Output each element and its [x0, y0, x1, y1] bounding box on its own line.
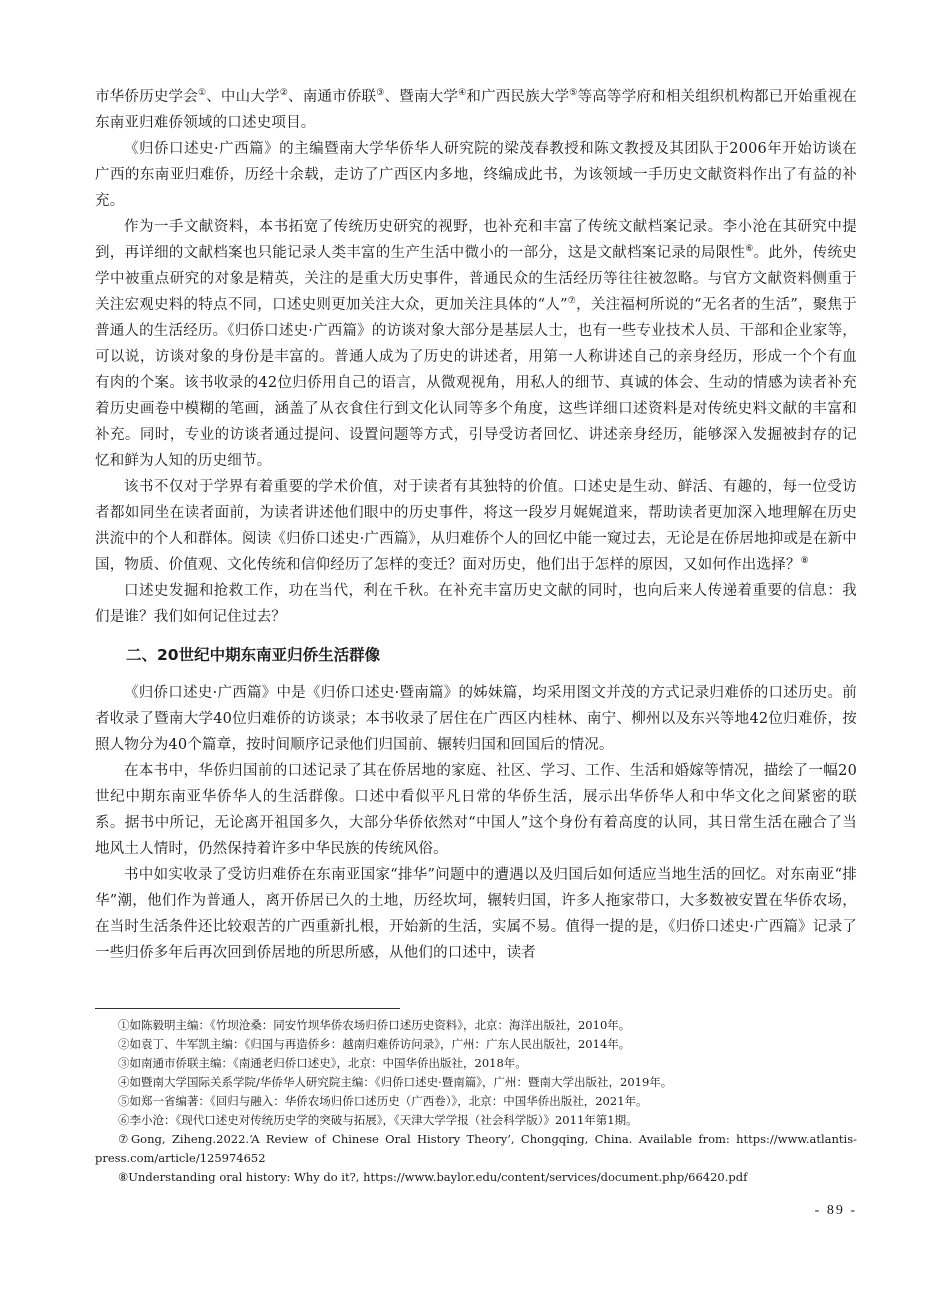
footnote-6: ⑥李小沧：《现代口述史对传统历史学的突破与拓展》，《天津大学学报（社会科学版）》2011年第1期。 — [118, 1113, 638, 1127]
paragraph-1: 市华侨历史学会①、中山大学②、南通市侨联③、暨南大学④和广西民族大学⑤等高等学府和相关组织机构都已开始重视在东南亚归难侨领域的口述史项目。 — [95, 88, 857, 131]
main-text — [95, 84, 857, 966]
paragraph-3: 作为一手文献资料，本书拓宽了传统历史研究的视野，也补充和丰富了传统文献档案记录。李小沧在其研究中提到，再详细的文献档案也只能记录人类丰富的生产生活中微小的一部分，这是文献档案记录的局限性⑥。此外，传统史学中被重点研究的对象是精英，关注的是重大历史事件，普通民众的生活经历等往往被忽略。与官方文献资料侧重于关注宏观史料的特点不同，口述史则更加关注大众，更加关注具体的“人”⑦，关注福柯所说的“无名者的生活”，聚焦于普通人的生活经历。《归侨口述史·广西篇》的访谈对象大部分是基层人士，也有一些专业技术人员、干部和企业家等，可以说，访谈对象的身份是丰富的。普通人成为了历史的讲述者，用第一人称讲述自己的亲身经历，形成一个个有血有肉的个案。该书收录的42位归侨用自己的语言，从微观视角，用私人的细节、真诚的体会、生动的情感为读者补充着历史画卷中模糊的笔画，涵盖了从衣食住行到文化认同等多个角度，这些详细口述资料是对传统史料文献的丰富和补充。同时，专业的访谈者通过提问、设置问题等方式，引导受访者回忆、讲述亲身经历，能够深入发掘被封存的记忆和鲜为人知的历史细节。 — [95, 219, 857, 469]
footnote-7: ⑦Gong, Ziheng.2022.‘A Review of Chinese Oral History Theory’, Chongqing, China. Available from: https://www.atlantis-press.com/article/125974652 — [95, 1132, 857, 1165]
footnote-ref-6: ⑥ — [745, 244, 754, 255]
footnote-4: ④如暨南大学国际关系学院/华侨华人研究院主编：《归侨口述史·暨南篇》，广州：暨南大学出版社，2019年。 — [118, 1075, 673, 1089]
section-heading: 二、20世纪中期东南亚归侨生活群像 — [126, 646, 381, 664]
footnote-ref-1: ① — [197, 88, 207, 99]
paragraph-2: 《归侨口述史·广西篇》的主编暨南大学华侨华人研究院的梁茂春教授和陈文教授及其团队于2006年开始访谈在广西的东南亚归难侨，历经十余载，走访了广西区内多地，终编成此书，为该领域一手历史文献资料作出了有益的补充。 — [95, 141, 857, 209]
page-number: - 89 - — [814, 1203, 857, 1218]
footnote-5: ⑤如郑一省编著：《回归与融入：华侨农场归侨口述历史（广西卷）》，北京：中国华侨出版社，2021年。 — [118, 1094, 648, 1108]
section-paragraph-1: 《归侨口述史·广西篇》中是《归侨口述史·暨南篇》的姊妹篇，均采用图文并茂的方式记录归难侨的口述历史。前者收录了暨南大学40位归难侨的访谈录；本书收录了居住在广西区内桂林、南宁、柳州以及东兴等地42位归难侨，按照人物分为40个篇章，按时间顺序记录他们归国前、辗转归国和回国后的情况。 — [95, 685, 857, 753]
paragraph-4: 该书不仅对于学界有着重要的学术价值，对于读者有其独特的价值。口述史是生动、鲜活、有趣的，每一位受访者都如同坐在读者面前，为读者讲述他们眼中的历史事件，将这一段岁月娓娓道来，帮助读者更加深入地理解在历史洪流中的个人和群体。阅读《归侨口述史·广西篇》，从归难侨个人的回忆中能一窥过去，无论是在侨居地抑或是在新中国，物质、价值观、文化传统和信仰经历了怎样的变迁？面对历史，他们出于怎样的原因，又如何作出选择？⑧ — [95, 479, 857, 573]
footnotes — [95, 1016, 857, 1187]
footnote-divider — [95, 1008, 400, 1009]
footnote-8: ⑧Understanding oral history: Why do it?, https://www.baylor.edu/content/services/document.php/66420.pdf — [118, 1170, 748, 1184]
footnote-ref-7: ⑦ — [567, 296, 577, 307]
footnote-ref-4: ④ — [458, 88, 467, 99]
footnote-ref-5: ⑤ — [569, 88, 578, 99]
section-paragraph-3: 书中如实收录了受访归难侨在东南亚国家“排华”问题中的遭遇以及归国后如何适应当地生活的回忆。对东南亚“排华”潮，他们作为普通人，离开侨居已久的土地，历经坎坷，辗转归国，许多人拖家带口，大多数被安置在华侨农场，在当时生活条件还比较艰苦的广西重新扎根，开始新的生活，实属不易。值得一提的是，《归侨口述史·广西篇》记录了一些归侨多年后再次回到侨居地的所思所感，从他们的口述中，读者 — [95, 867, 857, 961]
footnote-ref-8: ⑧ — [800, 556, 809, 567]
footnote-ref-2: ② — [279, 88, 289, 99]
footnote-1: ①如陈毅明主编：《竹坝沧桑：同安竹坝华侨农场归侨口述历史资料》，北京：海洋出版社，2010年。 — [118, 1018, 631, 1032]
footnote-ref-3: ③ — [376, 88, 385, 99]
footnote-2: ②如袁丁、牛军凯主编：《归国与再造侨乡：越南归难侨访问录》，广州：广东人民出版社，2014年。 — [118, 1037, 631, 1051]
section-paragraph-2: 在本书中，华侨归国前的口述记录了其在侨居地的家庭、社区、学习、工作、生活和婚嫁等情况，描绘了一幅20世纪中期东南亚华侨华人的生活群像。口述中看似平凡日常的华侨生活，展示出华侨华人和中华文化之间紧密的联系。据书中所记，无论离开祖国多久，大部分华侨依然对“中国人”这个身份有着高度的认同，其日常生活在融合了当地风土人情时，仍然保持着许多中华民族的传统风俗。 — [95, 763, 857, 857]
footnote-3: ③如南通市侨联主编：《南通老归侨口述史》，北京：中国华侨出版社，2018年。 — [118, 1056, 527, 1070]
paragraph-5: 口述史发掘和抢救工作，功在当代，利在千秋。在补充丰富历史文献的同时，也向后来人传递着重要的信息：我们是谁？我们如何记住过去？ — [95, 583, 857, 625]
